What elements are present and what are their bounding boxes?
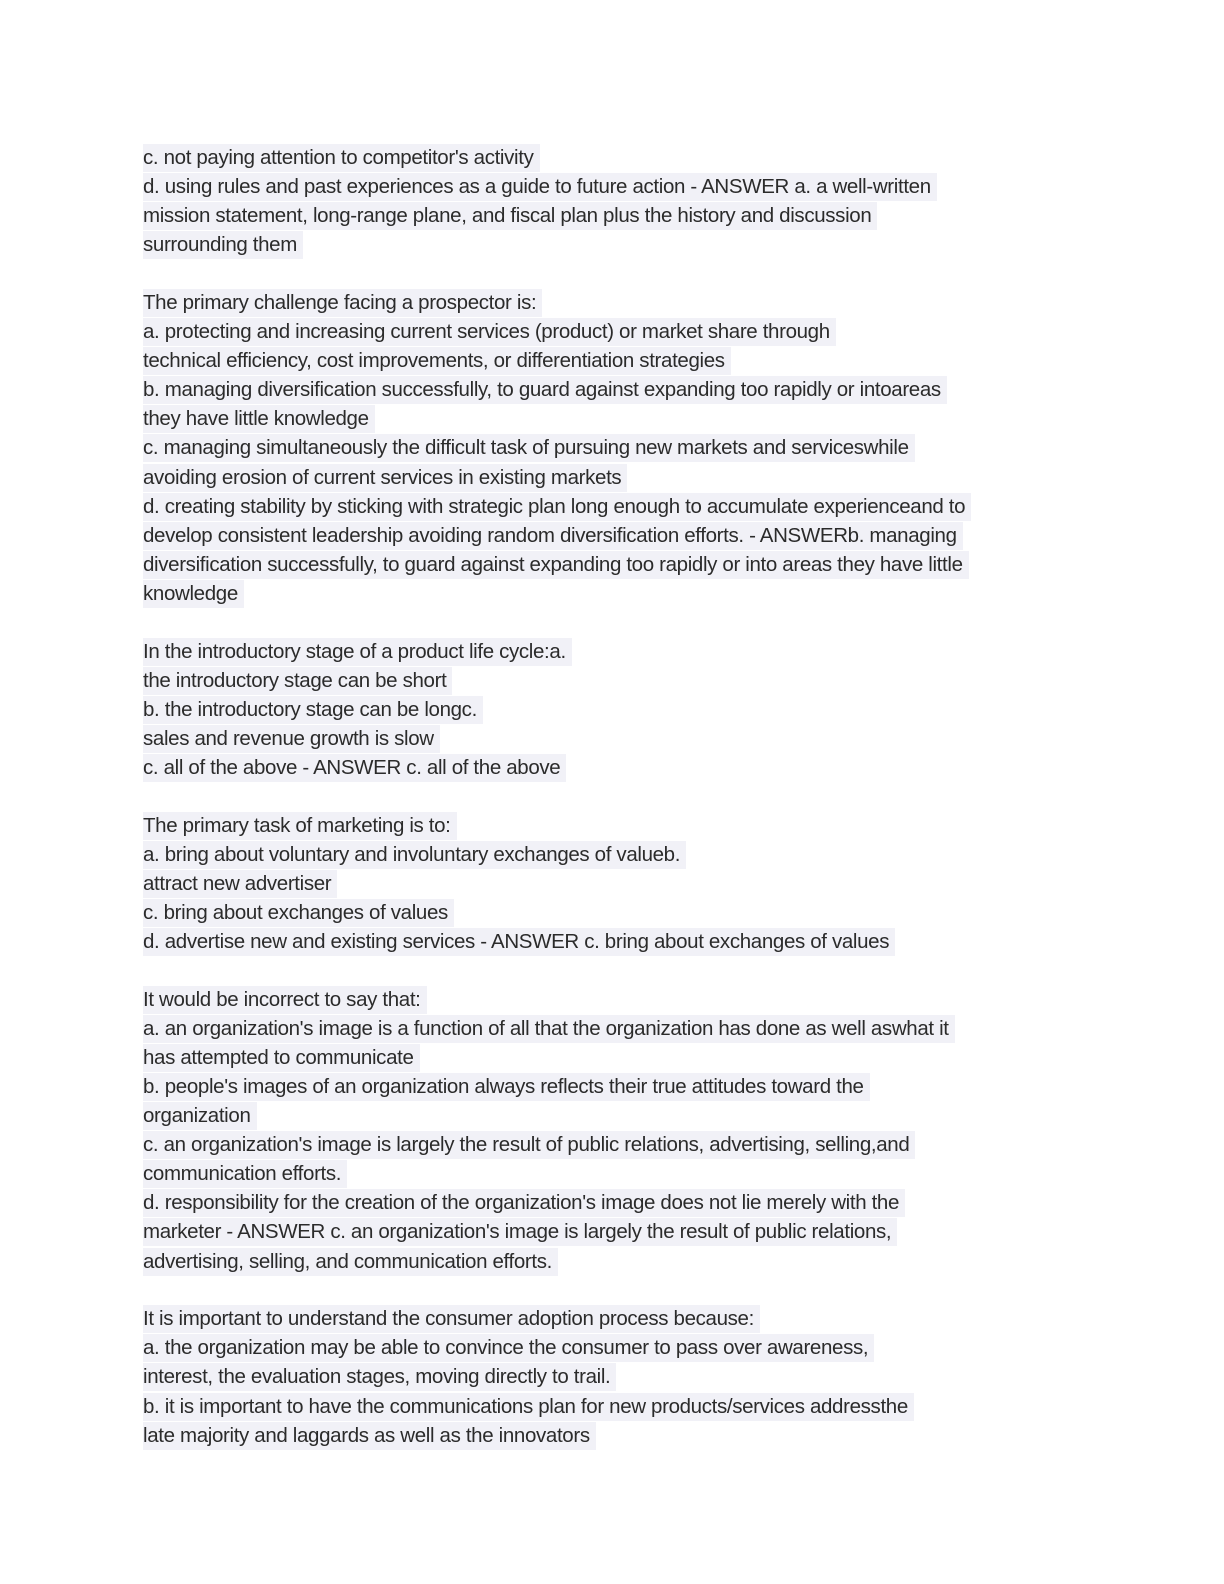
document-body bbox=[143, 143, 1083, 1450]
text-line-content: organization bbox=[143, 1102, 257, 1130]
text-line-content: the introductory stage can be short bbox=[143, 667, 452, 695]
text-line-content: c. not paying attention to competitor's activity bbox=[143, 144, 540, 172]
paragraph-gap bbox=[143, 259, 1083, 288]
text-line-content: technical efficiency, cost improvements, or differentiation strategies bbox=[143, 347, 731, 375]
text-line-content: c. all of the above - ANSWER c. all of the above bbox=[143, 754, 566, 782]
paragraph-gap bbox=[143, 1276, 1083, 1305]
text-line-content: they have little knowledge bbox=[143, 405, 375, 433]
text-line bbox=[143, 172, 1083, 201]
text-line-content: c. bring about exchanges of values bbox=[143, 899, 454, 927]
text-line-content: The primary challenge facing a prospector is: bbox=[143, 289, 542, 317]
text-line bbox=[143, 695, 1083, 724]
text-line-content: attract new advertiser bbox=[143, 870, 337, 898]
text-line-content: avoiding erosion of current services in existing markets bbox=[143, 464, 627, 492]
text-line bbox=[143, 521, 1083, 550]
text-line bbox=[143, 201, 1083, 230]
text-line-content: surrounding them bbox=[143, 231, 303, 259]
text-line bbox=[143, 1072, 1083, 1101]
text-line bbox=[143, 1247, 1083, 1276]
text-line-content: marketer - ANSWER c. an organization's image is largely the result of public relations, bbox=[143, 1218, 897, 1246]
text-line-content: advertising, selling, and communication efforts. bbox=[143, 1248, 558, 1276]
text-line bbox=[143, 1217, 1083, 1246]
text-line bbox=[143, 492, 1083, 521]
text-line bbox=[143, 550, 1083, 579]
text-line-content: It is important to understand the consumer adoption process because: bbox=[143, 1305, 760, 1333]
paragraph-gap bbox=[143, 608, 1083, 637]
text-line bbox=[143, 1130, 1083, 1159]
text-line-content: diversification successfully, to guard against expanding too rapidly or into areas they have little bbox=[143, 551, 969, 579]
text-line-content: knowledge bbox=[143, 580, 244, 608]
text-line bbox=[143, 433, 1083, 462]
paragraph-gap bbox=[143, 782, 1083, 811]
text-line-content: interest, the evaluation stages, moving directly to trail. bbox=[143, 1363, 616, 1391]
text-line-content: late majority and laggards as well as the innovators bbox=[143, 1422, 596, 1450]
text-line bbox=[143, 1101, 1083, 1130]
text-line bbox=[143, 404, 1083, 433]
text-line-content: a. the organization may be able to convince the consumer to pass over awareness, bbox=[143, 1334, 874, 1362]
text-line-content: communication efforts. bbox=[143, 1160, 347, 1188]
text-line bbox=[143, 375, 1083, 404]
text-line-content: sales and revenue growth is slow bbox=[143, 725, 440, 753]
text-line bbox=[143, 1392, 1083, 1421]
text-line bbox=[143, 1421, 1083, 1450]
text-line bbox=[143, 811, 1083, 840]
text-line bbox=[143, 317, 1083, 346]
text-line bbox=[143, 230, 1083, 259]
text-line-content: d. creating stability by sticking with strategic plan long enough to accumulate experienceand to bbox=[143, 493, 971, 521]
text-line-content: b. the introductory stage can be longc. bbox=[143, 696, 483, 724]
text-line-content: b. managing diversification successfully, to guard against expanding too rapidly or intoareas bbox=[143, 376, 947, 404]
text-line bbox=[143, 1043, 1083, 1072]
text-line-content: The primary task of marketing is to: bbox=[143, 812, 457, 840]
text-line-content: develop consistent leadership avoiding random diversification efforts. - ANSWERb. managing bbox=[143, 522, 963, 550]
text-line-content: c. managing simultaneously the difficult task of pursuing new markets and serviceswhile bbox=[143, 434, 915, 462]
paragraph-gap bbox=[143, 956, 1083, 985]
text-line bbox=[143, 463, 1083, 492]
text-line-content: a. protecting and increasing current services (product) or market share through bbox=[143, 318, 836, 346]
text-line-content: d. responsibility for the creation of the organization's image does not lie merely with the bbox=[143, 1189, 905, 1217]
text-line bbox=[143, 637, 1083, 666]
text-line bbox=[143, 579, 1083, 608]
text-line bbox=[143, 840, 1083, 869]
text-line-content: mission statement, long-range plane, and fiscal plan plus the history and discussion bbox=[143, 202, 877, 230]
text-line bbox=[143, 869, 1083, 898]
text-line bbox=[143, 985, 1083, 1014]
text-line bbox=[143, 1188, 1083, 1217]
text-line bbox=[143, 1362, 1083, 1391]
text-line-content: has attempted to communicate bbox=[143, 1044, 420, 1072]
text-line bbox=[143, 346, 1083, 375]
text-line bbox=[143, 1159, 1083, 1188]
text-line bbox=[143, 666, 1083, 695]
text-line-content: a. an organization's image is a function of all that the organization has done as well aswhat it bbox=[143, 1015, 955, 1043]
text-line-content: c. an organization's image is largely the result of public relations, advertising, selling,and bbox=[143, 1131, 915, 1159]
text-line-content: In the introductory stage of a product life cycle:a. bbox=[143, 638, 572, 666]
text-line bbox=[143, 1014, 1083, 1043]
text-line bbox=[143, 898, 1083, 927]
text-line bbox=[143, 288, 1083, 317]
text-line-content: d. advertise new and existing services - ANSWER c. bring about exchanges of values bbox=[143, 928, 895, 956]
text-line-content: b. people's images of an organization always reflects their true attitudes toward the bbox=[143, 1073, 870, 1101]
text-line bbox=[143, 724, 1083, 753]
text-line-content: d. using rules and past experiences as a guide to future action - ANSWER a. a well-written bbox=[143, 173, 937, 201]
text-line-content: It would be incorrect to say that: bbox=[143, 986, 427, 1014]
text-line bbox=[143, 753, 1083, 782]
text-line bbox=[143, 143, 1083, 172]
text-line bbox=[143, 927, 1083, 956]
text-line-content: b. it is important to have the communications plan for new products/services addressthe bbox=[143, 1393, 914, 1421]
text-line bbox=[143, 1304, 1083, 1333]
text-line bbox=[143, 1333, 1083, 1362]
text-line-content: a. bring about voluntary and involuntary exchanges of valueb. bbox=[143, 841, 686, 869]
